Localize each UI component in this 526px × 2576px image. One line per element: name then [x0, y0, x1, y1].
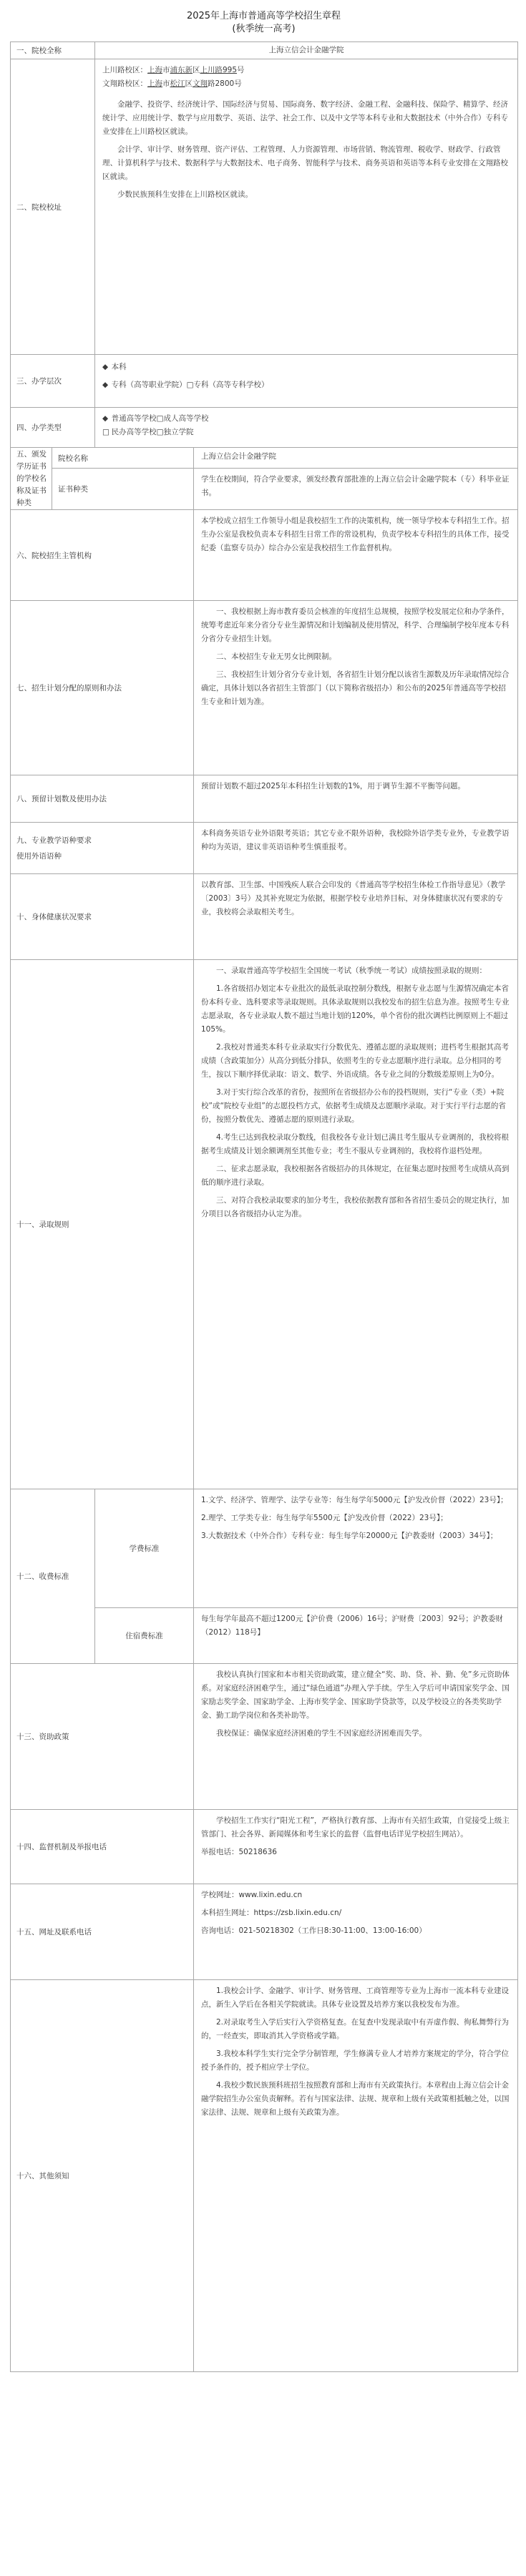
page-subtitle: (秋季统一高考) — [232, 24, 296, 34]
admission-website: 本科招生网址：https://zsb.lixin.edu.cn/ — [201, 1909, 342, 1917]
row-label: 十六、其他须知 — [11, 1980, 194, 2372]
admission-office-value: 本学校成立招生工作领导小组是我校招生工作的决策机构，统一领导学校本专科招生工作。招生办公室是我校负责本专科招生日常工作的常设机构，负责学校本专科招生的具体工作，接受纪委（监察专员办）综合办公室是我校招生工作监督机构。 — [194, 510, 518, 601]
type-content — [95, 408, 518, 448]
fee-item: 2.理学、工学类专业：每生每学年5500元【沪发改价督（2022）23号】； — [201, 1514, 448, 1522]
row-education-level — [11, 355, 518, 408]
certificate-type-value: 学生在校期间，符合学业要求，颁发经教育部批准的上海立信会计金融学院本（专）科毕业证书。 — [194, 469, 518, 510]
reserved-plan-value: 预留计划数不超过2025年本科招生计划数的1%，用于调节生源不平衡等问题。 — [194, 775, 518, 823]
admission-website-link[interactable]: https://zsb.lixin.edu.cn/ — [253, 1909, 342, 1917]
certificate-school-label: 院校名称 — [52, 448, 194, 469]
row-label: 九、专业教学语种要求 使用外语语种 — [11, 823, 194, 874]
row-other-notes — [11, 1980, 518, 2372]
row-label: 二、院校校址 — [11, 59, 95, 355]
rules-paragraph-2: 2.我校对普通类本科专业录取实行分数优先、遵循志愿的录取规则；进档考生根据其高考成绩（含政策加分）从高分到低分排队，依照考生的专业志愿顺序进行录取。总分相同的考生，按以下顺序择优录取：语文、数学、外语成绩。各专业之间的分数级差原则上为0分。 — [201, 1043, 510, 1079]
note-paragraph-2: 2.对录取考生入学后实行入学资格复查。在复查中发现录取中有弄虚作假、徇私舞弊行为的，一经查实，即取消其入学资格或学籍。 — [201, 2018, 510, 2040]
charter-table — [10, 41, 518, 2372]
health-value: 以教育部、卫生部、中国残疾人联合会印发的《普通高等学校招生体检工作指导意见》（教学〔2003〕3号）及其补充规定为依据，根据学校专业培养目标，对身体健康状况有要求的专业，我校将会录取相关考生。 — [194, 874, 518, 960]
row-admission-rules — [11, 960, 518, 1489]
row-label: 六、院校招生主管机构 — [11, 510, 194, 601]
row-label: 十一、录取规则 — [11, 960, 194, 1489]
campus-line-1: 上川路校区：上海市浦东新区上川路995号 — [102, 66, 245, 74]
aid-paragraph-1: 我校认真执行国家和本市相关资助政策，建立健全“奖、助、贷、补、勤、免”多元资助体系。对家庭经济困难学生，通过“绿色通道”办理入学手续。学生入学后可申请国家奖学金、国家励志奖学金、国家助学金、上海市奖学金、国家助学贷款等，以及学校设立的各类奖助学金、勤工助学岗位和各类补助等。 — [201, 1670, 510, 1720]
type-option-1: ◆ 普通高等学校□成人高等学校 — [102, 414, 209, 423]
rules-paragraph-4: 4.考生已达到我校录取分数线，但我校各专业计划已满且考生服从专业调剂的，我校将根据考生成绩及计划余额调剂至其他专业；考生不服从专业调剂的，我校将作退档处理。 — [201, 1133, 510, 1155]
row-label: 十四、监督机制及举报电话 — [11, 1810, 194, 1884]
level-content — [95, 355, 518, 408]
other-notes-content — [194, 1980, 518, 2372]
school-website-link[interactable]: www.lixin.edu.cn — [238, 1891, 303, 1899]
row-tuition — [11, 1489, 518, 1608]
report-phone: 举报电话：50218636 — [201, 1848, 277, 1856]
row-label: 五、颁发学历证书的学校名称及证书种类 — [11, 448, 52, 510]
certificate-type-label: 证书种类 — [52, 469, 194, 510]
contact-content — [194, 1884, 518, 1980]
charter-page — [10, 10, 517, 2180]
rules-paragraph-1: 1.各省级招办划定本专业批次的最低录取控制分数线，根据专业志愿与生源情况确定本省份本科专业、选科要求等录取规则。具体录取规则以我校发布的招生信息为准。按照考生专业志愿录取，各专业录取人数不超过当地计划的120%，单个省份的批次调档比例原则上不超过105%。 — [201, 984, 510, 1034]
level-option-1: ◆ 本科 — [102, 363, 127, 371]
row-certificate-type — [11, 469, 518, 510]
row-label: 八、预留计划数及使用办法 — [11, 775, 194, 823]
row-supervision — [11, 1810, 518, 1884]
tuition-content — [194, 1489, 518, 1608]
rules-intro: 一、录取普通高等学校招生全国统一考试（秋季统一考试）成绩按照录取的规则： — [216, 966, 487, 975]
financial-aid-content — [194, 1664, 518, 1810]
admission-rules-content — [194, 960, 518, 1489]
row-school-name — [11, 42, 518, 59]
row-school-type — [11, 408, 518, 448]
fee-item: 3.大数据技术（中外合作）专科专业：每生每学年20000元【沪教委财（2003）34号】； — [201, 1532, 498, 1540]
note-paragraph-3: 3.我校本科学生实行完全学分制管理，学生修满专业人才培养方案规定的学分，符合学位授予条件的，授予相应学士学位。 — [201, 2049, 510, 2072]
level-option-2: ◆ 专科（高等职业学院）□专科（高等专科学校） — [102, 381, 269, 389]
tuition-label: 学费标准 — [95, 1489, 194, 1608]
aid-paragraph-2: 我校保证：确保家庭经济困难的学生不因家庭经济困难而失学。 — [216, 1729, 427, 1738]
row-label: 四、办学类型 — [11, 408, 95, 448]
campus-line-2: 文翔路校区：上海市松江区文翔路2800号 — [102, 79, 242, 88]
consult-phone: 咨询电话：021-50218302（工作日8:30-11:00、13:00-16:00） — [201, 1926, 427, 1935]
school-name-value: 上海立信会计金融学院 — [95, 42, 518, 59]
rules-paragraph-6: 三、对符合我校录取要求的加分考生，我校依据教育部和各省招生委员会的规定执行，加分项目以各省级招办认定为准。 — [201, 1196, 510, 1218]
supervision-text: 学校招生工作实行“阳光工程”，严格执行教育部、上海市有关招生政策，自觉接受上级主管部门、社会各界、新闻媒体和考生家长的监督（监督电话详见学校招生网站）。 — [201, 1816, 510, 1838]
language-value: 本科商务英语专业外语限考英语；其它专业不限外语种，我校除外语学类专业外，专业教学语种均为英语，建议非英语语种考生慎重报考。 — [194, 823, 518, 874]
plan-paragraph-3: 三、我校招生计划分省分专业计划，各省招生计划分配以该省生源数及历年录取情况综合确定，具体计划以各省招生主管部门（以下简称省级招办）和公布的2025年普通高等学校招生专业和计划为准。 — [201, 670, 510, 706]
note-paragraph-4: 4.我校少数民族预科班招生按照教育部和上海市有关政策执行。本章程由上海立信会计金融学院招生办公室负责解释。若有与国家法律、法规、规章和上级有关政策相抵触之处，以国家法律、法规、规章和上级有关政策为准。 — [201, 2081, 510, 2117]
row-label: 十三、资助政策 — [11, 1664, 194, 1810]
campus-majors-2: 会计学、审计学、财务管理、资产评估、工程管理、人力资源管理、市场营销、物流管理、税收学、财政学、行政管理、计算机科学与技术、数据科学与大数据技术、电子商务、智能科学与技术、商务英语和英语等本科专业安排在文翔路校区就读。 — [102, 145, 508, 181]
page-title: 2025年上海市普通高等学校招生章程 — [186, 11, 341, 21]
dorm-fee-label: 住宿费标准 — [95, 1608, 194, 1664]
dorm-fee-value: 每生每学年最高不超过1200元【沪价费（2006）16号；沪财费〔2003〕92号；沪教委财（2012）118号】 — [194, 1608, 518, 1664]
row-reserved-plan — [11, 775, 518, 823]
row-plan-allocation — [11, 601, 518, 775]
plan-allocation-content — [194, 601, 518, 775]
type-option-2: □ 民办高等学校□独立学院 — [102, 428, 194, 436]
row-financial-aid — [11, 1664, 518, 1810]
row-label: 一、院校全称 — [11, 42, 95, 59]
campus-majors-1: 金融学、投资学、经济统计学、国际经济与贸易、国际商务、数字经济、金融工程、金融科技、保险学、精算学、经济统计学、应用统计学、数学与应用数学、英语、法学、社会工作、以及中文学等本科专业和大数据技术（中外合作）专科专业安排在上川路校区就读。 — [102, 100, 508, 136]
fee-item: 1.文学、经济学、管理学、法学专业等：每生每学年5000元【沪发改价督（2022）23号】； — [201, 1496, 508, 1504]
note-paragraph-1: 1.我校会计学、金融学、审计学、财务管理、工商管理等专业为上海市一流本科专业建设点，新生入学后在各相关学院就读。具体专业设置及培养方案以我校发布为准。 — [201, 1987, 510, 2009]
row-admission-office — [11, 510, 518, 601]
address-content — [95, 59, 518, 355]
row-label: 十、身体健康状况要求 — [11, 874, 194, 960]
row-certificate-school — [11, 448, 518, 469]
school-website: 学校网址：www.lixin.edu.cn — [201, 1891, 303, 1899]
row-contact — [11, 1884, 518, 1980]
plan-paragraph-2: 二、本校招生专业无男女比例限制。 — [216, 652, 336, 661]
row-label: 三、办学层次 — [11, 355, 95, 408]
rules-paragraph-3: 3.对于实行综合改革的省份，按照所在省级招办公布的投档规则，实行“专业（类）+院校”或“院校专业组”的志愿投档方式，依据考生成绩及志愿顺序录取。对于实行平行志愿的省份，按照分数优先、遵循志愿的原则进行录取。 — [201, 1088, 506, 1124]
row-label: 七、招生计划分配的原则和办法 — [11, 601, 194, 775]
row-language — [11, 823, 518, 874]
campus-preparatory: 少数民族预科生安排在上川路校区就读。 — [117, 190, 253, 199]
row-school-address — [11, 59, 518, 355]
row-label: 十五、网址及联系电话 — [11, 1884, 194, 1980]
rules-paragraph-5: 二、征求志愿录取，我校根据各省级招办的具体规定，在征集志愿时按照考生成绩从高到低的顺序进行录取。 — [201, 1165, 510, 1187]
row-label: 十二、收费标准 — [11, 1489, 95, 1664]
row-health — [11, 874, 518, 960]
supervision-content — [194, 1810, 518, 1884]
certificate-school-value: 上海立信会计金融学院 — [194, 448, 518, 469]
plan-paragraph-1: 一、我校根据上海市教育委员会核准的年度招生总规模，按照学校发展定位和办学条件，统筹考虑近年来分省分专业生源情况和计划编制及使用情况，科学、合理编制学校年度本专科分省分专业招生计划。 — [201, 607, 510, 643]
